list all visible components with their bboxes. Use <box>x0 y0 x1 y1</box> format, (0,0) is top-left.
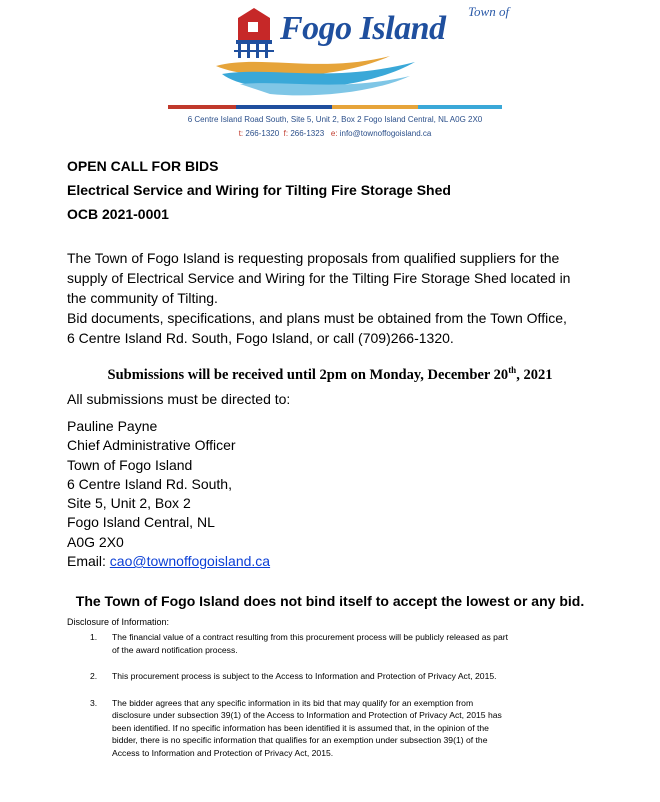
heading-open-call: OPEN CALL FOR BIDS <box>67 158 219 174</box>
contact-block <box>67 417 270 571</box>
fax-number: 266-1323 <box>290 129 325 138</box>
body-line: the community of Tilting. <box>67 290 218 306</box>
letterhead-color-bar <box>168 105 502 109</box>
contact-name: Pauline Payne <box>67 418 158 434</box>
deadline-text: Submissions will be received until 2pm on Monday, December 20 <box>107 366 509 383</box>
submission-deadline <box>0 365 660 384</box>
disclosure-item-number: 1. <box>90 632 98 642</box>
contact-org: Town of Fogo Island <box>67 456 193 473</box>
contact-email-label: Email: <box>67 553 110 570</box>
body-line: Bid documents, specifications, and plans must be obtained from the Town Office, <box>67 310 567 326</box>
town-logo <box>210 4 510 100</box>
disclosure-item <box>90 697 590 760</box>
contact-title: Chief Administrative Officer <box>67 437 236 454</box>
disclosure-list <box>90 631 590 759</box>
body-paragraph <box>67 248 607 348</box>
email-label: e: <box>330 129 338 138</box>
deadline-year: , 2021 <box>516 366 553 383</box>
directed-to-text: All submissions must be directed to: <box>67 391 291 407</box>
disclosure-item <box>90 670 590 683</box>
disclosure-line: This procurement process is subject to the Access to Information and Protection of Privacy Act, 2015. <box>112 671 497 681</box>
disclosure-line: been identified. If no specific information has been identified it is assumed that, in the opinion of the <box>112 722 489 733</box>
contact-email-row <box>67 552 270 571</box>
disclosure-item-number: 3. <box>90 697 98 708</box>
color-bar-red <box>168 105 236 109</box>
letterhead-email: info@townoffogoisland.ca <box>339 129 432 138</box>
fax-label: f: <box>283 129 289 138</box>
letterhead-address: 6 Centre Island Road South, Site 5, Unit 2, Box 2 Fogo Island Central, NL A0G 2X0 <box>187 115 483 124</box>
disclosure-line: The bidder agrees that any specific information in its bid that may qualify for an exemption from <box>112 697 474 708</box>
color-bar-lightblue <box>418 105 502 109</box>
contact-email-link[interactable]: cao@townoffogoisland.ca <box>109 553 271 570</box>
disclosure-item-number: 2. <box>90 671 98 681</box>
disclosure-title: Disclosure of Information: <box>67 617 170 627</box>
disclosure-line: bidder, there is no specific information that qualifies for an exemption under subsection 39(1) of the <box>112 735 488 745</box>
body-line: supply of Electrical Service and Wiring for the Tilting Fire Storage Shed located in <box>67 270 571 286</box>
logo-town-text: Town of <box>468 4 510 19</box>
color-bar-blue <box>236 105 332 109</box>
body-line: 6 Centre Island Rd. South, Fogo Island, or call (709)266-1320. <box>67 330 454 346</box>
heading-reference-number: OCB 2021-0001 <box>67 206 169 222</box>
disclosure-line: The financial value of a contract resulting from this procurement process will be publicly released as part <box>112 632 508 642</box>
disclosure-line: disclosure under subsection 39(1) of the Access to Information and Protection of Privacy Act, 2015 has <box>112 710 502 720</box>
letterhead-contact-line <box>150 129 520 138</box>
body-line: The Town of Fogo Island is requesting proposals from qualified suppliers for the <box>67 250 560 266</box>
disclosure-item <box>90 631 590 656</box>
logo-name-text: Fogo Island <box>280 10 446 47</box>
disclosure-line: of the award notification process. <box>112 644 238 655</box>
contact-street: 6 Centre Island Rd. South, <box>67 475 232 492</box>
tel-number: 266-1320 <box>245 129 280 138</box>
lowest-bid-notice: The Town of Fogo Island does not bind itself to accept the lowest or any bid. <box>75 593 585 609</box>
contact-city: Fogo Island Central, NL <box>67 514 215 531</box>
tel-label: t: <box>238 129 244 138</box>
disclosure-line: Access to Information and Protection of Privacy Act, 2015. <box>112 747 334 758</box>
heading-project-title: Electrical Service and Wiring for Tilting Fire Storage Shed <box>67 182 451 198</box>
color-bar-orange <box>332 105 418 109</box>
contact-postal: A0G 2X0 <box>67 533 124 550</box>
contact-site: Site 5, Unit 2, Box 2 <box>67 495 191 512</box>
deadline-ordinal: th <box>508 365 517 375</box>
